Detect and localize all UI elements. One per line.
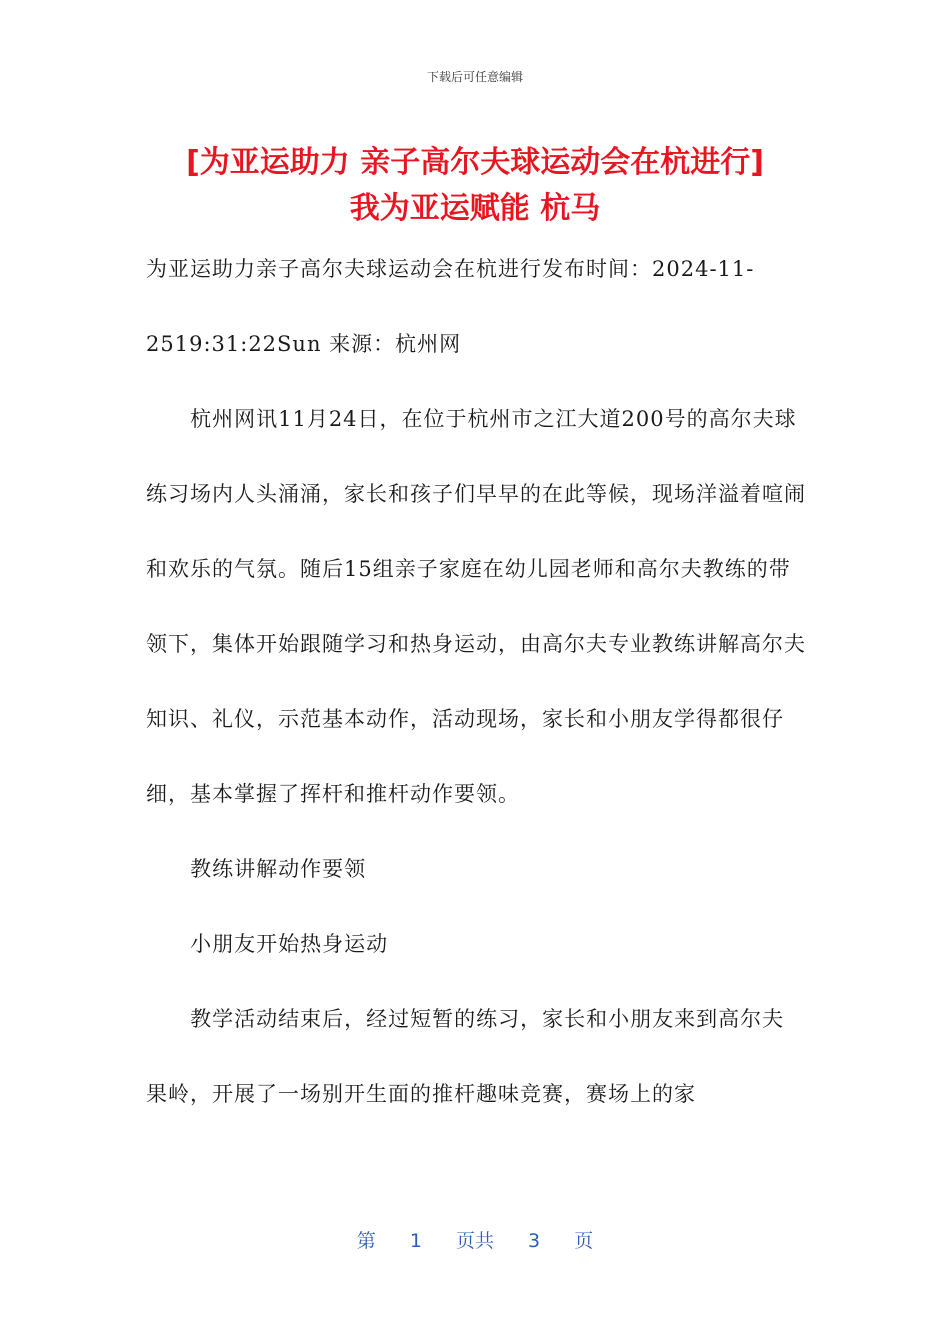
page-label-suffix: 页 xyxy=(574,1230,594,1252)
total-pages-number: 3 xyxy=(528,1230,541,1252)
article-body xyxy=(146,232,806,1132)
paragraph-1: 杭州网讯11月24日，在位于杭州市之江大道200号的高尔夫球练习场内人头涌涌，家长和孩子们早早的在此等候，现场洋溢着喧闹和欢乐的气氛。随后15组亲子家庭在幼儿园老师和高尔夫教练的带领下，集体开始跟随学习和热身运动，由高尔夫专业教练讲解高尔夫知识、礼仪，示范基本动作，活动现场，家长和小朋友学得都很仔细，基本掌握了挥杆和推杆动作要领。 xyxy=(146,407,806,806)
paragraph-2: 教学活动结束后，经过短暂的练习，家长和小朋友来到高尔夫果岭，开展了一场别开生面的推杆趣味竞赛，赛场上的家 xyxy=(146,1007,785,1106)
title-line-2: 我为亚运赋能 杭马 xyxy=(349,191,601,226)
page-footer xyxy=(0,1226,950,1253)
article-meta: 为亚运助力亲子高尔夫球运动会在杭进行发布时间：2024-11-2519:31:22Sun 来源：杭州网 xyxy=(146,257,755,356)
page-label-prefix: 第 xyxy=(356,1230,376,1252)
caption-1: 教练讲解动作要领 xyxy=(190,857,367,881)
header-note: 下载后可任意编辑 xyxy=(426,70,523,84)
article-title xyxy=(100,140,850,232)
title-line-1: [为亚运助力 亲子高尔夫球运动会在杭进行] xyxy=(186,145,764,180)
caption-2: 小朋友开始热身运动 xyxy=(190,932,389,956)
page-label-middle: 页共 xyxy=(455,1230,494,1252)
current-page-number: 1 xyxy=(409,1230,422,1252)
